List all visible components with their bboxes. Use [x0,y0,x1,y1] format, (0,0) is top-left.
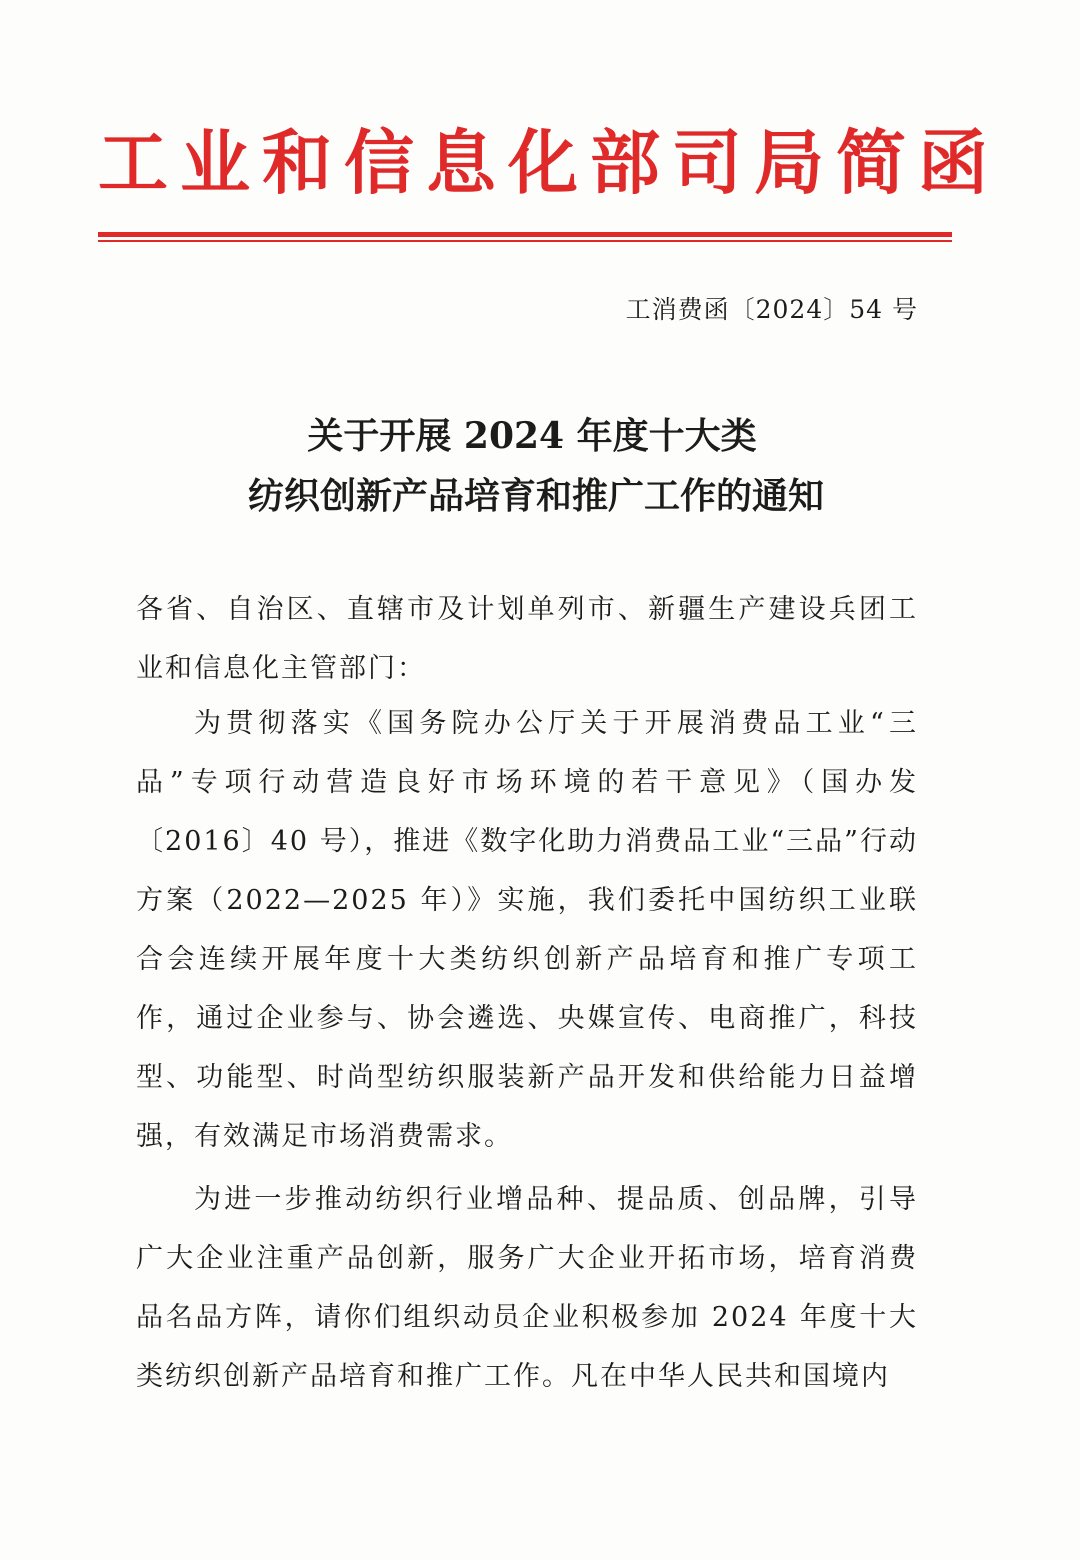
letterhead-rule-thin [98,240,952,242]
document-title-line2: 纺织创新产品培育和推广工作的通知 [247,475,824,517]
document-title-line1: 关于开展 2024 年度十大类 [307,415,757,457]
document-number: 工消费函〔2024〕54 号 [625,295,918,324]
salutation: 各省、自治区、直辖市及计划单列市、新疆生产建设兵团工业和信息化主管部门： [136,594,918,684]
letterhead-title: 工业和信息化部司局简函 [98,122,1000,204]
body-paragraph-2: 为进一步推动纺织行业增品种、提品质、创品牌，引导广大企业注重产品创新，服务广大企业开拓市场，培育消费品名品方阵，请你们组织动员企业积极参加 2024 年度十大类纺织创新产品培育和推广工作。凡在中华人民共和国境内 [136,1184,918,1392]
letterhead-rule-thick [98,232,952,237]
body-paragraph-1: 为贯彻落实《国务院办公厅关于开展消费品工业“三品”专项行动营造良好市场环境的若干意见》（国办发〔2016〕40 号），推进《数字化助力消费品工业“三品”行动方案（2022—2025 年）》实施，我们委托中国纺织工业联合会连续开展年度十大类纺织创新产品培育和推广专项工作，通过企业参与、协会遴选、央媒宣传、电商推广，科技型、功能型、时尚型纺织服装新产品开发和供给能力日益增强，有效满足市场消费需求。 [136,708,918,1152]
